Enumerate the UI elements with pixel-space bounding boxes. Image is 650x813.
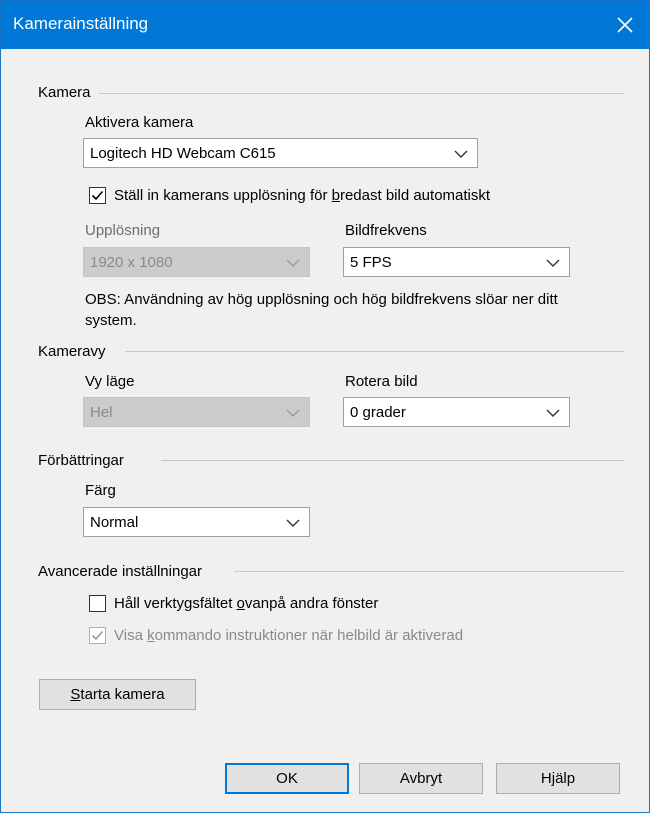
chevron-down-icon [546, 406, 560, 420]
close-button[interactable] [601, 1, 649, 49]
section-enhance-divider [161, 460, 624, 461]
color-select[interactable] [83, 507, 310, 537]
auto-resolution-label: Ställ in kamerans upplösning för bredast bild automatiskt [114, 187, 491, 204]
framerate-select[interactable] [343, 247, 570, 277]
activate-camera-label: Aktivera kamera [85, 114, 194, 131]
chevron-down-icon [286, 516, 300, 530]
section-view-divider [125, 351, 624, 352]
section-advanced-label: Avancerade inställningar [38, 563, 202, 580]
close-icon [617, 17, 633, 33]
rotate-value: 0 grader [350, 404, 406, 421]
section-advanced-divider [234, 571, 624, 572]
checkmark-icon [90, 628, 105, 643]
resolution-select [83, 247, 310, 277]
chevron-down-icon [286, 406, 300, 420]
color-label: Färg [85, 482, 116, 499]
rotate-label: Rotera bild [345, 373, 418, 390]
chevron-down-icon [286, 256, 300, 270]
color-value: Normal [90, 514, 139, 531]
resolution-label: Upplösning [85, 222, 161, 239]
auto-resolution-checkbox[interactable] [89, 187, 106, 204]
window-title: Kamerainställning [13, 14, 149, 33]
checkmark-icon [90, 188, 105, 203]
camera-device-select[interactable] [83, 138, 478, 168]
show-commands-checkbox [89, 627, 106, 644]
help-button[interactable]: Hjälp [496, 763, 620, 794]
resolution-value: 1920 x 1080 [90, 254, 173, 271]
cancel-button[interactable]: Avbryt [359, 763, 483, 794]
section-camera-label: Kamera [38, 84, 91, 101]
camera-device-value: Logitech HD Webcam C615 [90, 145, 276, 162]
view-mode-select [83, 397, 310, 427]
keep-on-top-checkbox[interactable] [89, 595, 106, 612]
view-mode-value: Hel [90, 404, 113, 421]
show-commands-label: Visa kommando instruktioner när helbild är aktiverad [114, 627, 464, 644]
start-camera-button[interactable]: S tarta kamera [39, 679, 196, 710]
chevron-down-icon [546, 256, 560, 270]
framerate-label: Bildfrekvens [345, 222, 427, 239]
rotate-select[interactable] [343, 397, 570, 427]
title-bar[interactable] [1, 1, 649, 49]
section-view-label: Kameravy [38, 343, 106, 360]
chevron-down-icon [454, 147, 468, 161]
section-enhance-label: Förbättringar [38, 452, 124, 469]
view-mode-label: Vy läge [85, 373, 135, 390]
ok-button[interactable]: OK [225, 763, 349, 794]
framerate-value: 5 FPS [350, 254, 392, 271]
keep-on-top-label: Håll verktygsfältet ovanpå andra fönster [114, 595, 379, 612]
performance-note: OBS: Användning av hög upplösning och hög bildfrekvens slöar ner ditt system. [85, 291, 558, 329]
section-camera-divider [99, 93, 624, 94]
